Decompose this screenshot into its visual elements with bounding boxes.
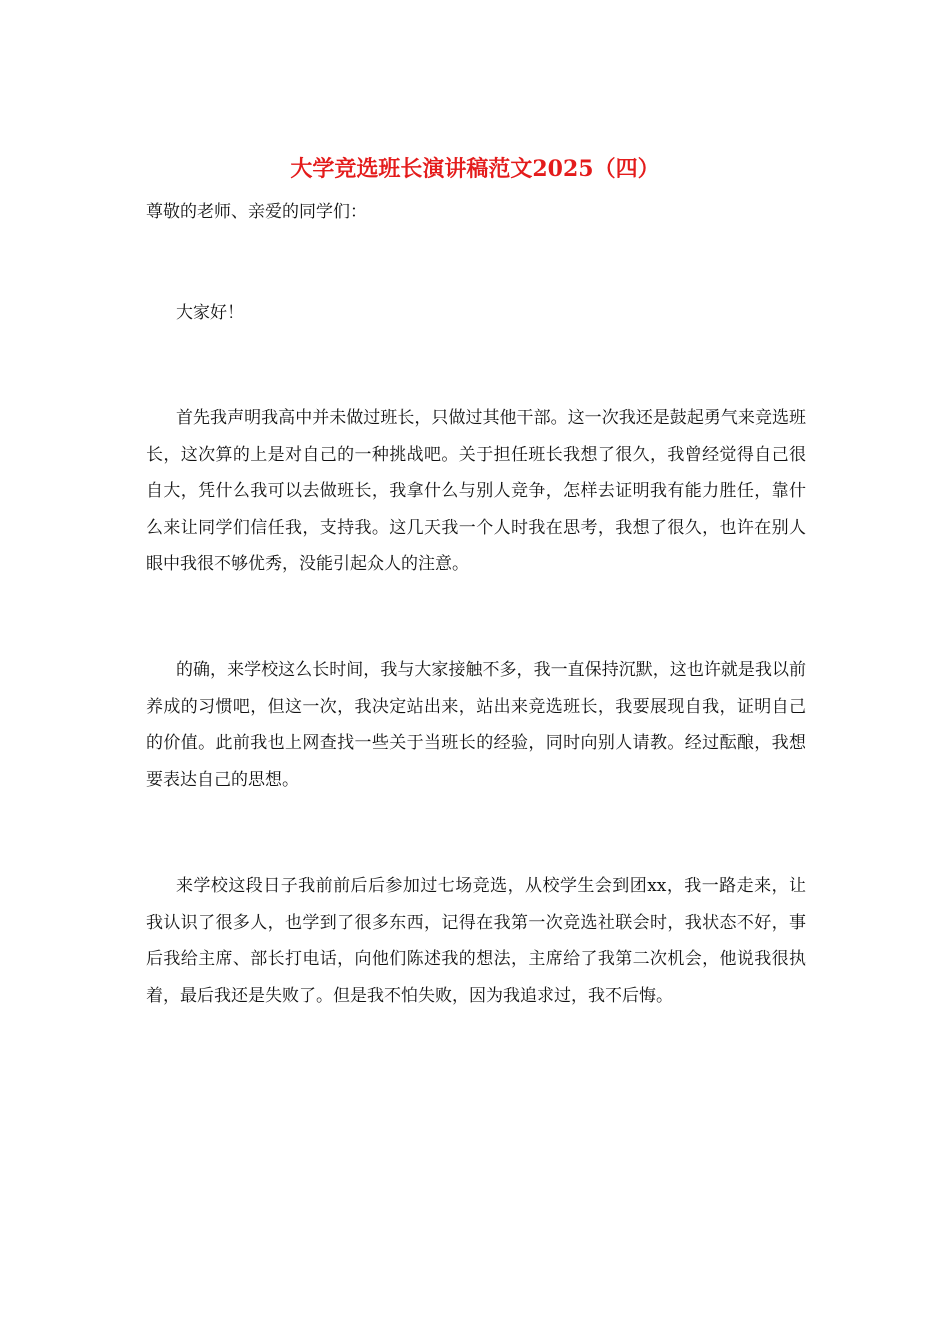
paragraph-greeting: 大家好！ (176, 303, 244, 323)
salutation: 尊敬的老师、亲爱的同学们： (146, 202, 367, 222)
paragraph-2: 的确，来学校这么长时间，我与大家接触不多，我一直保持沉默，这也许就是我以前养成的习惯吧，但这一次，我决定站出来，站出来竞选班长，我要展现自我，证明自己的价值。此前我也上网查找一些关于当班长的经验，同时向别人请教。经过酝酿，我想要表达自己的思想。 (146, 660, 806, 790)
paragraph-1: 首先我声明我高中并未做过班长，只做过其他干部。这一次我还是鼓起勇气来竞选班长，这次算的上是对自己的一种挑战吧。关于担任班长我想了很久，我曾经觉得自己很自大，凭什么我可以去做班长，我拿什么与别人竞争，怎样去证明我有能力胜任，靠什么来让同学们信任我，支持我。这几天我一个人时我在思考，我想了很久，也许在别人眼中我很不够优秀，没能引起众人的注意。 (146, 408, 806, 574)
document-title: 大学竞选班长演讲稿范文2025（四） (290, 156, 660, 182)
paragraph-3: 来学校这段日子我前前后后参加过七场竞选，从校学生会到团xx，我一路走来，让我认识了很多人，也学到了很多东西，记得在我第一次竞选社联会时，我状态不好，事后我给主席、部长打电话，向他们陈述我的想法，主席给了我第二次机会，他说我很执着，最后我还是失败了。但是我不怕失败，因为我追求过，我不后悔。 (146, 876, 806, 1006)
